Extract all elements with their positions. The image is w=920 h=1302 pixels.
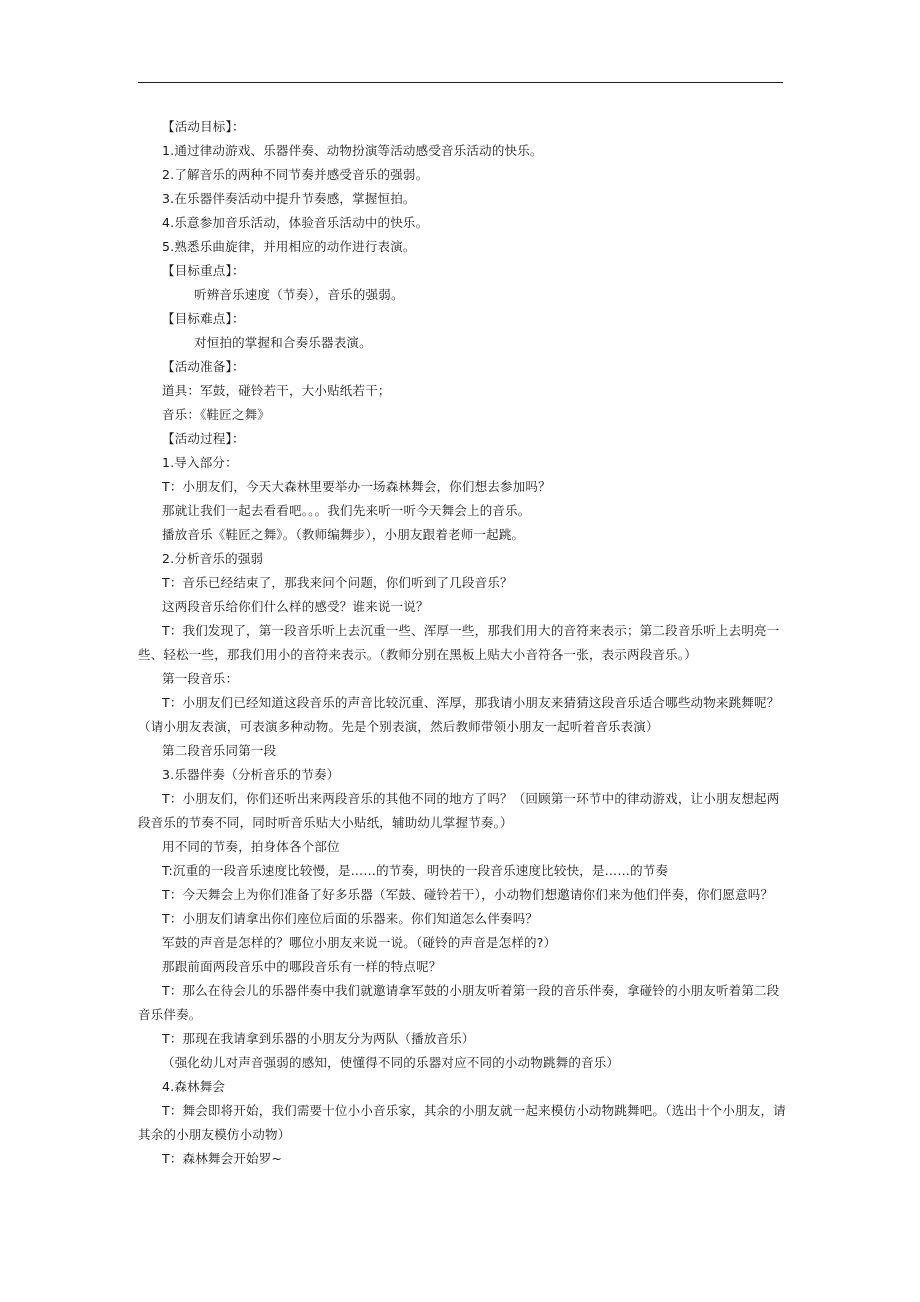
instruments-line-2: T:沉重的一段音乐速度比较慢，是……的节奏，明快的一段音乐速度比较快，是……的节奏 bbox=[162, 863, 669, 878]
preparation-music: 音乐：《鞋匠之舞》 bbox=[162, 407, 271, 422]
intro-line-3: 播放音乐《鞋匠之舞》。（教师编舞步），小朋友跟着老师一起跳。 bbox=[162, 527, 525, 542]
instruments-line-4: T：小朋友们请拿出你们座位后面的乐器来。你们知道怎么伴奏吗？ bbox=[162, 911, 539, 926]
instruments-paragraph: T：小朋友们，你们还听出来两段音乐的其他不同的地方了吗？（回顾第一环节中的律动游戏，让小朋友想起两段音乐的节奏不同，同时听音乐贴大小贴纸，辅助幼儿掌握节奏。） bbox=[138, 791, 780, 830]
heading-process: 【活动过程】： bbox=[162, 431, 245, 446]
instruments-note: （强化幼儿对声音强弱的感知，使懂得不同的乐器对应不同的小动物跳舞的音乐） bbox=[162, 1055, 620, 1070]
key-points-text: 听辨音乐速度（节奏），音乐的强弱。 bbox=[194, 287, 404, 302]
heading-activity-goals: 【活动目标】： bbox=[162, 119, 245, 134]
instruments-line-7: T：那现在我请拿到乐器的小朋友分为两队（播放音乐） bbox=[162, 1031, 475, 1046]
preparation-props: 道具：军鼓，碰铃若干，大小贴纸若干； bbox=[162, 383, 391, 398]
dynamics-line-1: T：音乐已经结束了，那我来问个问题，你们听到了几段音乐？ bbox=[162, 575, 513, 590]
header-rule bbox=[138, 82, 783, 83]
goal-item-2: 2.了解音乐的两种不同节奏并感受音乐的强弱。 bbox=[162, 167, 429, 182]
instruments-paragraph-2: T：那么在待会儿的乐器伴奏中我们就邀请拿军鼓的小朋友听着第一段的音乐伴奏，拿碰铃的小朋友听着第二段音乐伴奏。 bbox=[138, 983, 780, 1022]
second-section-label: 第二段音乐同第一段 bbox=[162, 743, 277, 758]
forest-ball-paragraph: T：舞会即将开始，我们需要十位小小音乐家，其余的小朋友就一起来模仿小动物跳舞吧。（选出十个小朋友，请其余的小朋友模仿小动物） bbox=[138, 1103, 786, 1142]
intro-line-1: T：小朋友们，今天大森林里要举办一场森林舞会，你们想去参加吗？ bbox=[162, 479, 551, 494]
section-instruments: 3.乐器伴奏（分析音乐的节奏） bbox=[162, 767, 340, 782]
section-intro: 1.导入部分： bbox=[162, 455, 238, 470]
section-dynamics: 2.分析音乐的强弱 bbox=[162, 551, 264, 566]
forest-ball-line: T：森林舞会开始罗~ bbox=[162, 1151, 283, 1166]
heading-difficulties: 【目标难点】： bbox=[162, 311, 245, 326]
instruments-line-6: 那跟前面两段音乐中的哪段音乐有一样的特点呢？ bbox=[162, 959, 442, 974]
intro-line-2: 那就让我们一起去看看吧。。。我们先来听一听今天舞会上的音乐。 bbox=[162, 503, 531, 518]
goal-item-5: 5.熟悉乐曲旋律，并用相应的动作进行表演。 bbox=[162, 239, 416, 254]
dynamics-paragraph: T：我们发现了，第一段音乐听上去沉重一些、浑厚一些，那我们用大的音符来表示；第二段音乐听上去明亮一些、轻松一些，那我们用小的音符来表示。（教师分别在黑板上贴大小音符各一张，表示两段音乐。） bbox=[138, 623, 780, 662]
heading-preparation: 【活动准备】： bbox=[162, 359, 245, 374]
instruments-line-3: T：今天舞会上为你们准备了好多乐器（军鼓、碰铃若干），小动物们想邀请你们来为他们伴奏，你们愿意吗？ bbox=[162, 887, 774, 902]
section-forest-ball: 4.森林舞会 bbox=[162, 1079, 226, 1094]
first-section-paragraph: T：小朋友们已经知道这段音乐的声音比较沉重、浑厚，那我请小朋友来猜猜这段音乐适合哪些动物来跳舞呢？（请小朋友表演，可表演多种动物。先是个别表演，然后教师带领小朋友一起听着音乐表演） bbox=[138, 695, 780, 734]
goal-item-4: 4.乐意参加音乐活动，体验音乐活动中的快乐。 bbox=[162, 215, 429, 230]
heading-key-points: 【目标重点】： bbox=[162, 263, 245, 278]
difficulties-text: 对恒拍的掌握和合奏乐器表演。 bbox=[194, 335, 372, 350]
instruments-line-1: 用不同的节奏，拍身体各个部位 bbox=[162, 839, 340, 854]
instruments-line-5: 军鼓的声音是怎样的？哪位小朋友来说一说。（碰铃的声音是怎样的?） bbox=[162, 935, 557, 950]
goal-item-3: 3.在乐器伴奏活动中提升节奏感，掌握恒拍。 bbox=[162, 191, 416, 206]
first-section-label: 第一段音乐： bbox=[162, 671, 239, 686]
dynamics-line-2: 这两段音乐给你们什么样的感受？谁来说一说？ bbox=[162, 599, 429, 614]
goal-item-1: 1.通过律动游戏、乐器伴奏、动物扮演等活动感受音乐活动的快乐。 bbox=[162, 143, 543, 158]
